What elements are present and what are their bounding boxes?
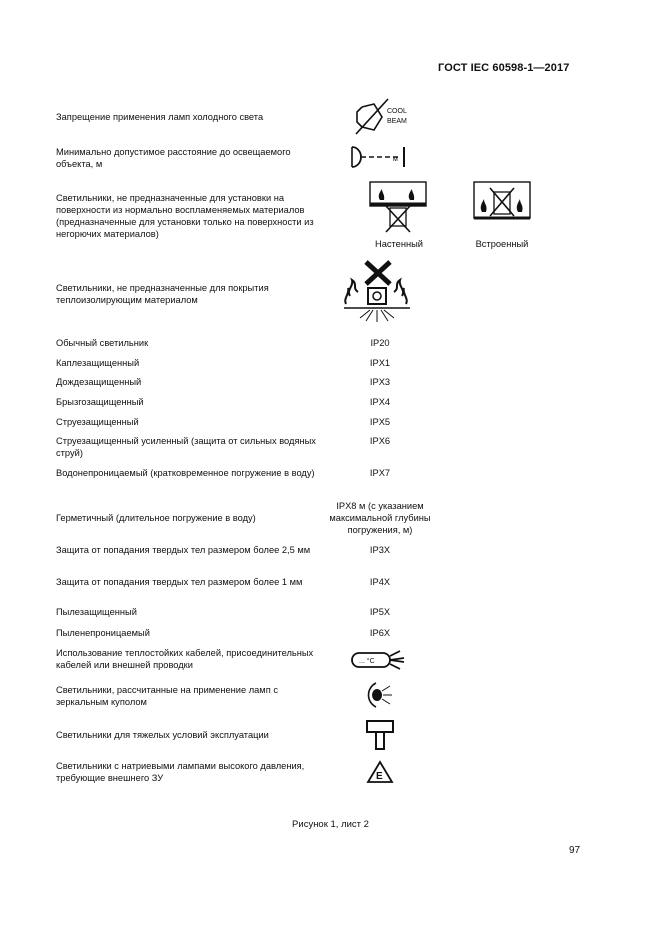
ip-code: IPX4 [369,397,391,407]
wall-mount-caption: Настенный [374,239,423,249]
row-label: Светильники, не предназначенные для покрытия теплоизолирующим материалом [56,283,269,305]
ip-code: IPX1 [369,358,391,368]
row-label: Герметичный (длительное погружение в воду) [56,513,256,523]
ip-code: IPX3 [369,377,391,387]
row-label: Защита от попадания твердых тел размером более 2,5 мм [56,545,311,555]
row-label: Защита от попадания твердых тел размером более 1 мм [56,577,303,587]
sodium-lamp-letter: E [376,771,383,782]
row-label: Водонепроницаемый (кратковременное погружение в воду) [56,468,315,478]
figure-caption: Рисунок 1, лист 2 [292,819,369,830]
rough-service-hammer-icon [365,719,395,751]
distance-unit: м [393,156,398,163]
ip-code: IPX7 [369,468,391,478]
row-label: Каплезащищенный [56,358,140,368]
ip-code: IPX5 [369,417,391,427]
row-label: Светильники для тяжелых условий эксплуатации [56,730,269,740]
cool-beam-text: BEAM [387,118,407,125]
ip-code: IP6X [369,628,391,638]
standard-designation: ГОСТ IEC 60598-1—2017 [438,62,570,74]
wall-mount-flammable-icon [368,180,428,234]
row-label: Светильники с натриевыми лампами высокого давления, требующие внешнего ЗУ [56,761,305,783]
row-label: Запрещение применения ламп холодного света [56,112,264,122]
row-label: Дождезащищенный [56,377,142,387]
ip-code: IPX6 [369,436,391,446]
row-label: Пылезащищенный [56,607,137,617]
row-label: Струезащищенный [56,417,139,427]
no-thermal-insulation-icon [340,258,414,324]
page-number: 97 [569,845,581,856]
ip-code: IPX8 м (с указанием максимальной глубины погружения, м) [329,501,431,535]
row-label: Светильники, не предназначенные для установки на поверхности из нормально воспламеняемых материалов (предназначенные для установки только на поверхности из негорючих материалов) [56,193,314,239]
heat-resistant-cable-icon [350,648,410,672]
row-label: Использование теплостойких кабелей, присоединительных кабелей или внешней проводки [56,648,314,670]
cable-temperature-text: ... °C [359,658,375,665]
ip-code: IP20 [370,338,390,348]
row-label: Минимально допустимое расстояние до освещаемого объекта, м [56,147,291,169]
row-label: Светильники, рассчитанные на применение ламп с зеркальным куполом [56,685,278,707]
ip-code: IP5X [369,607,391,617]
sodium-lamp-triangle-icon [366,760,394,784]
recessed-caption: Встроенный [475,239,529,249]
row-label: Обычный светильник [56,338,149,348]
ip-code: IP3X [369,545,391,555]
row-label: Струезащищенный усиленный (защита от сильных водяных струй) [56,436,316,458]
row-label: Пыленепроницаемый [56,628,150,638]
ip-code: IP4X [369,577,391,587]
mirror-dome-lamp-icon [362,680,394,710]
recessed-flammable-icon [472,180,532,222]
minimum-distance-icon [346,145,410,169]
no-cool-beam-lamp-icon [354,97,410,137]
cool-beam-text: COOL [387,108,407,115]
row-label: Брызгозащищенный [56,397,144,407]
